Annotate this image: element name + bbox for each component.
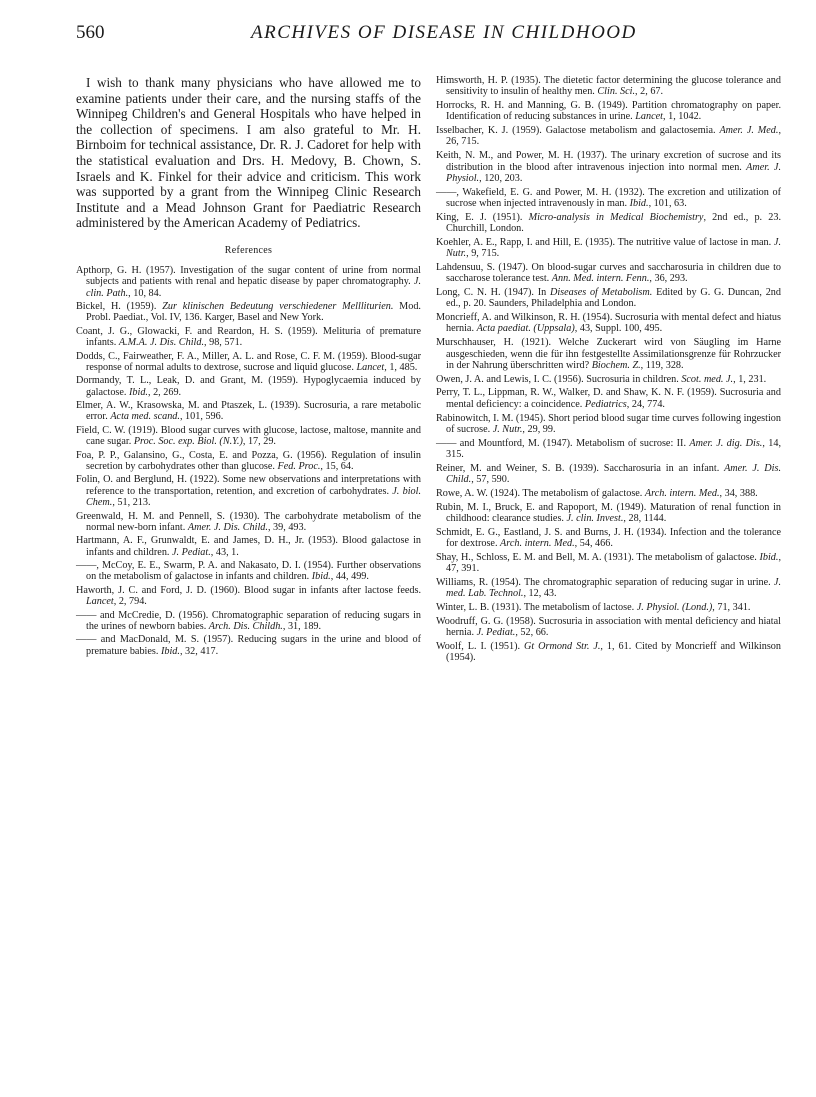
reference-entry: [436, 187, 781, 210]
reference-entry: [436, 413, 781, 436]
reference-text: Dormandy, T. L., Leak, D. and Grant, M. (1959). Hypoglycaemia induced by galactose.: [76, 375, 421, 398]
reference-entry: [76, 425, 421, 448]
reference-text: , 98, 571.: [204, 337, 243, 349]
reference-text: , 1, 1042.: [663, 111, 702, 123]
reference-text: Greenwald, H. M. and Pennell, S. (1930). The carbohydrate metabolism of the normal new-born infant.: [76, 510, 421, 533]
reference-source: Amer. J. Med.: [719, 125, 779, 137]
reference-source: J. biol. Chem.: [86, 485, 421, 509]
reference-entry: [76, 560, 421, 583]
reference-text: ——, McCoy, E. E., Swarm, P. A. and Nakasato, D. I. (1954). Further observations on the metabolism of galactose in infants and children.: [76, 560, 421, 583]
reference-source: Proc. Soc. exp. Biol. (N.Y.): [133, 436, 243, 448]
reference-source: Clin. Sci.: [597, 86, 636, 98]
reference-text: , 1, 485.: [384, 361, 418, 373]
reference-text: —— and MacDonald, M. S. (1957). Reducing sugars in the urine and blood of premature babies.: [76, 634, 421, 657]
reference-text: Himsworth, H. P. (1935). The dietetic factor determining the glucose tolerance and sensitivity to insulin of healthy men.: [436, 75, 781, 98]
page-number: 560: [76, 22, 105, 43]
reference-text: Isselbacher, K. J. (1959). Galactose metabolism and galactosemia.: [436, 125, 720, 137]
reference-text: Winter, L. B. (1931). The metabolism of lactose.: [436, 601, 637, 613]
reference-text: , 43, Suppl. 100, 495.: [574, 323, 663, 335]
reference-text: ——, Wakefield, E. G. and Power, M. H. (1932). The excretion and utilization of sucrose when injected intravenously in man.: [436, 186, 781, 209]
reference-text: Field, C. W. (1919). Blood sugar curves with glucose, lactose, maltose, mannite and cane sugar.: [76, 424, 421, 448]
reference-source: Amer. J. Dis. Child.: [446, 462, 781, 485]
reference-entry: [436, 75, 781, 98]
reference-entry: [76, 585, 421, 608]
reference-source: Lancet: [635, 111, 663, 123]
reference-entry: [436, 337, 781, 371]
reference-entry: [76, 265, 421, 299]
reference-entry: [76, 301, 421, 324]
reference-source: Acta med. scand.: [110, 411, 180, 423]
reference-entry: [436, 577, 781, 600]
reference-entry: [436, 552, 781, 575]
reference-source: Ibid.: [629, 197, 649, 209]
reference-text: , 101, 63.: [648, 197, 687, 209]
references-list-right: [436, 75, 781, 663]
journal-title: ARCHIVES OF DISEASE IN CHILDHOOD: [251, 22, 637, 43]
reference-text: Schmidt, E. G., Eastland, J. S. and Burns, J. H. (1934). Infection and the tolerance for dextrose.: [436, 526, 781, 549]
reference-text: , 17, 29.: [242, 436, 276, 448]
reference-source: Ann. Med. intern. Fenn.: [551, 273, 650, 285]
reference-text: , 2, 269.: [147, 386, 182, 398]
reference-source: J. Pediat.: [476, 627, 516, 639]
reference-text: Reiner, M. and Weiner, S. B. (1939). Saccharosuria in an infant.: [436, 462, 725, 474]
reference-source: Amer. J. dig. Dis.: [689, 437, 763, 449]
reference-entry: [436, 237, 781, 260]
reference-entry: [436, 502, 781, 525]
reference-text: Horrocks, R. H. and Manning, G. B. (1949). Partition chromatography on paper. Identification of reducing substances in urine.: [436, 100, 781, 123]
reference-text: , 71, 341.: [712, 601, 751, 613]
reference-text: Haworth, J. C. and Ford, J. D. (1960). Blood sugar in infants after lactose feeds.: [76, 584, 421, 596]
reference-text: Folin, O. and Berglund, H. (1922). Some new observations and interpretations with reference to the transportation, retention, and excretion of carbohydrates.: [76, 474, 421, 497]
reference-source: Ibid.: [759, 551, 779, 563]
reference-text: Keith, N. M., and Power, M. H. (1937). The urinary excretion of sucrose and its distribution in the blood after intravenous injection into normal men.: [436, 150, 781, 173]
reference-entry: [76, 474, 421, 508]
reference-source: Ibid.: [311, 571, 331, 583]
reference-entry: [436, 641, 781, 664]
reference-source: Arch. intern. Med.: [500, 537, 575, 549]
reference-source: Amer. J. Physiol.: [446, 161, 781, 184]
reference-entry: [436, 488, 781, 499]
reference-text: Shay, H., Schloss, E. M. and Bell, M. A. (1931). The metabolism of galactose.: [436, 551, 760, 563]
reference-text: , 101, 596.: [179, 411, 224, 423]
reference-source: Arch. intern. Med.: [644, 487, 720, 499]
reference-text: Perry, T. L., Lippman, R. W., Walker, D. and Shaw, K. N. F. (1959). Sucrosuria and mental deficiency: a coincidence.: [436, 387, 781, 410]
reference-text: , 44, 499.: [330, 571, 369, 583]
reference-entry: [436, 387, 781, 410]
reference-text: —— and McCredie, D. (1956). Chromatographic separation of reducing sugars in the urines of newborn babies.: [76, 609, 421, 632]
page-header: [76, 22, 776, 52]
reference-text: Woolf, L. I. (1951).: [436, 640, 525, 652]
reference-text: Woodruff, G. G. (1958). Sucrosuria in association with mental deficiency and hiatal hernia.: [436, 615, 781, 639]
reference-source: J. med. Lab. Technol.: [446, 576, 781, 600]
reference-text: , 34, 388.: [719, 487, 758, 499]
reference-text: , 24, 774.: [626, 398, 665, 410]
reference-entry: [76, 375, 421, 398]
reference-text: , 120, 203.: [479, 172, 523, 184]
reference-text: , 9, 715.: [466, 248, 500, 260]
reference-text: Apthorp, G. H. (1957). Investigation of the sugar content of urine from normal subjects and patients with renal and hepatic disease by paper chromatography.: [76, 264, 421, 288]
reference-entry: [436, 100, 781, 123]
reference-entry: [436, 463, 781, 486]
reference-source: Lancet: [86, 596, 114, 608]
reference-text: , 14, 315.: [446, 437, 781, 460]
reference-text: Edited by G. G. Duncan, 2nd ed., p. 20. Saunders, Philadelphia and London.: [446, 287, 781, 310]
reference-text: , 2nd ed., p. 23. Churchill, London.: [446, 211, 782, 235]
reference-text: , 47, 391.: [446, 551, 781, 575]
reference-source: J. Nutr.: [446, 236, 781, 260]
reference-source: Ibid.: [129, 386, 148, 398]
reference-text: , 32, 417.: [179, 645, 219, 657]
reference-source: J. clin. Invest.: [566, 512, 624, 524]
reference-source: Scot. med. J.: [681, 373, 734, 385]
reference-source: Zur klinischen Bedeutung verschiedener Mellliturien.: [162, 301, 394, 313]
acknowledgement-paragraph: I wish to thank many physicians who have allowed me to examine patients under their care, and the nursing staffs of the Winnipeg Children's and General Hospitals who have helped in the collection of specimens. I am also grateful to Mr. H. Birnboim for technical assistance, Dr. R. J. Cadoret for help with the statistical evaluation and Drs. H. Medovy, B. Chown, S. Israels and K. Finkel for their advice and criticism. This work was supported by a grant from the Winnipeg Clinic Research Institute and a Mead Johnson Grant for Paediatric Research administered by the American Academy of Pediatrics.: [76, 75, 421, 231]
reference-source: J. Pediat.: [172, 546, 211, 558]
reference-entry: [436, 438, 781, 461]
reference-entry: [76, 535, 421, 558]
reference-text: , 54, 466.: [574, 537, 613, 549]
reference-text: Hartmann, A. F., Grunwaldt, E. and James, D. H., Jr. (1953). Blood galactose in infants and children.: [76, 535, 421, 558]
reference-text: Lahdensuu, S. (1947). On blood-sugar curves and saccharosuria in children due to saccharose tolerance test.: [436, 261, 781, 285]
reference-entry: [76, 634, 421, 657]
reference-source: J. clin. Path.: [86, 276, 421, 299]
reference-text: Owen, J. A. and Lewis, I. C. (1956). Sucrosuria in children.: [436, 373, 682, 385]
reference-text: , 51, 213.: [112, 497, 151, 509]
references-list-left: [76, 265, 421, 657]
reference-text: , 10, 84.: [128, 287, 162, 299]
reference-entry: [436, 262, 781, 285]
reference-entry: [76, 450, 421, 473]
reference-text: Koehler, A. E., Rapp, I. and Hill, E. (1935). The nutritive value of lactose in man.: [436, 236, 774, 248]
reference-text: Rubin, M. I., Bruck, E. and Rapoport, M. (1949). Maturation of renal function in childhood: clearance studies.: [436, 501, 781, 524]
reference-source: Arch. Dis. Childh.: [208, 620, 283, 632]
reference-entry: [76, 511, 421, 534]
reference-source: J. Nutr.: [492, 423, 523, 435]
reference-text: Coant, J. G., Glowacki, F. and Reardon, H. S. (1959). Melituria of premature infants.: [76, 325, 421, 349]
reference-text: , 36, 293.: [649, 273, 688, 285]
reference-entry: [436, 125, 781, 148]
reference-text: , 57, 590.: [471, 474, 510, 485]
reference-text: Elmer, A. W., Krasowska, M. and Ptaszek, L. (1939). Sucrosuria, a rare metabolic error.: [76, 400, 421, 423]
reference-text: , 52, 66.: [515, 627, 549, 639]
reference-entry: [436, 212, 781, 235]
reference-entry: [76, 610, 421, 633]
reference-entry: [436, 150, 781, 184]
reference-source: Amer. J. Dis. Child.: [187, 521, 268, 533]
reference-text: Foa, P. P., Galansino, G., Costa, E. and Pozza, G. (1956). Regulation of insulin secretion by carbohydrates other than glucose.: [76, 449, 421, 472]
reference-source: Ibid.: [160, 645, 180, 657]
reference-text: Rabinowitch, I. M. (1945). Short period blood sugar time curves following ingestion of sucrose.: [436, 412, 781, 435]
reference-text: Rowe, A. W. (1924). The metabolism of galactose.: [436, 487, 645, 499]
reference-entry: [436, 527, 781, 550]
reference-source: Pediatrics: [584, 398, 627, 410]
reference-source: Biochem. Z.: [591, 359, 641, 371]
reference-entry: [436, 602, 781, 613]
reference-source: Gt Ormond Str. J.: [524, 640, 601, 652]
reference-source: A.M.A. J. Dis. Child.: [118, 337, 204, 349]
reference-entry: [436, 374, 781, 385]
reference-text: , 15, 64.: [320, 461, 354, 472]
reference-text: , 29, 99.: [522, 423, 556, 435]
reference-text: Murschhauser, H. (1921). Welche Zuckerart wird von Säugling im Harne ausgeschieden, wenn die für ihn festgestellte Assimilationsgrenze für Rohrzucker in der Nahrung überschritten wird?: [436, 337, 781, 371]
reference-source: Acta paediat. (Uppsala): [476, 323, 575, 335]
reference-source: Diseases of Metabolism.: [549, 287, 653, 299]
reference-text: Moncrieff, A. and Wilkinson, R. H. (1954). Sucrosuria with mental defect and hiatus hernia.: [436, 312, 781, 335]
reference-text: Long, C. N. H. (1947). In: [436, 287, 550, 299]
reference-entry: [436, 287, 781, 310]
reference-text: Bickel, H. (1959).: [76, 301, 163, 313]
reference-text: , 2, 794.: [113, 596, 147, 608]
reference-entry: [436, 616, 781, 639]
reference-source: Lancet: [356, 361, 385, 373]
references-heading: References: [224, 244, 273, 256]
reference-text: , 1, 61. Cited by Moncrieff and Wilkinson (1954).: [446, 640, 781, 664]
reference-text: , 12, 43.: [523, 588, 557, 600]
left-column: [76, 75, 421, 659]
reference-source: J. Physiol. (Lond.): [636, 601, 713, 613]
reference-text: , 1, 231.: [733, 373, 767, 385]
reference-text: —— and Mountford, M. (1947). Metabolism of sucrose: II.: [436, 437, 690, 449]
reference-entry: [76, 400, 421, 423]
reference-text: , 119, 328.: [640, 359, 684, 371]
reference-text: Dodds, C., Fairweather, F. A., Miller, A. L. and Rose, C. F. M. (1959). Blood-sugar response of normal adults to dextrose, sucrose and liquid glucose.: [76, 350, 421, 373]
reference-text: , 39, 493.: [267, 521, 307, 533]
reference-text: King, E. J. (1951).: [436, 211, 529, 223]
reference-entry: [76, 326, 421, 349]
reference-text: Williams, R. (1954). The chromatographic separation of reducing sugar in urine.: [436, 576, 774, 588]
reference-source: Micro-analysis in Medical Biochemistry: [528, 211, 704, 223]
right-column: [436, 75, 781, 666]
reference-text: , 43, 1.: [210, 546, 239, 558]
reference-entry: [76, 351, 421, 374]
reference-source: Fed. Proc.: [277, 461, 321, 472]
reference-entry: [436, 312, 781, 335]
reference-text: , 31, 189.: [282, 620, 322, 632]
reference-text: , 26, 715.: [446, 125, 781, 148]
reference-text: , 2, 67.: [635, 86, 664, 98]
reference-text: Mod. Probl. Paediat., Vol. IV, 136. Karger, Basel and New York.: [86, 301, 421, 324]
reference-text: , 28, 1144.: [623, 512, 667, 524]
